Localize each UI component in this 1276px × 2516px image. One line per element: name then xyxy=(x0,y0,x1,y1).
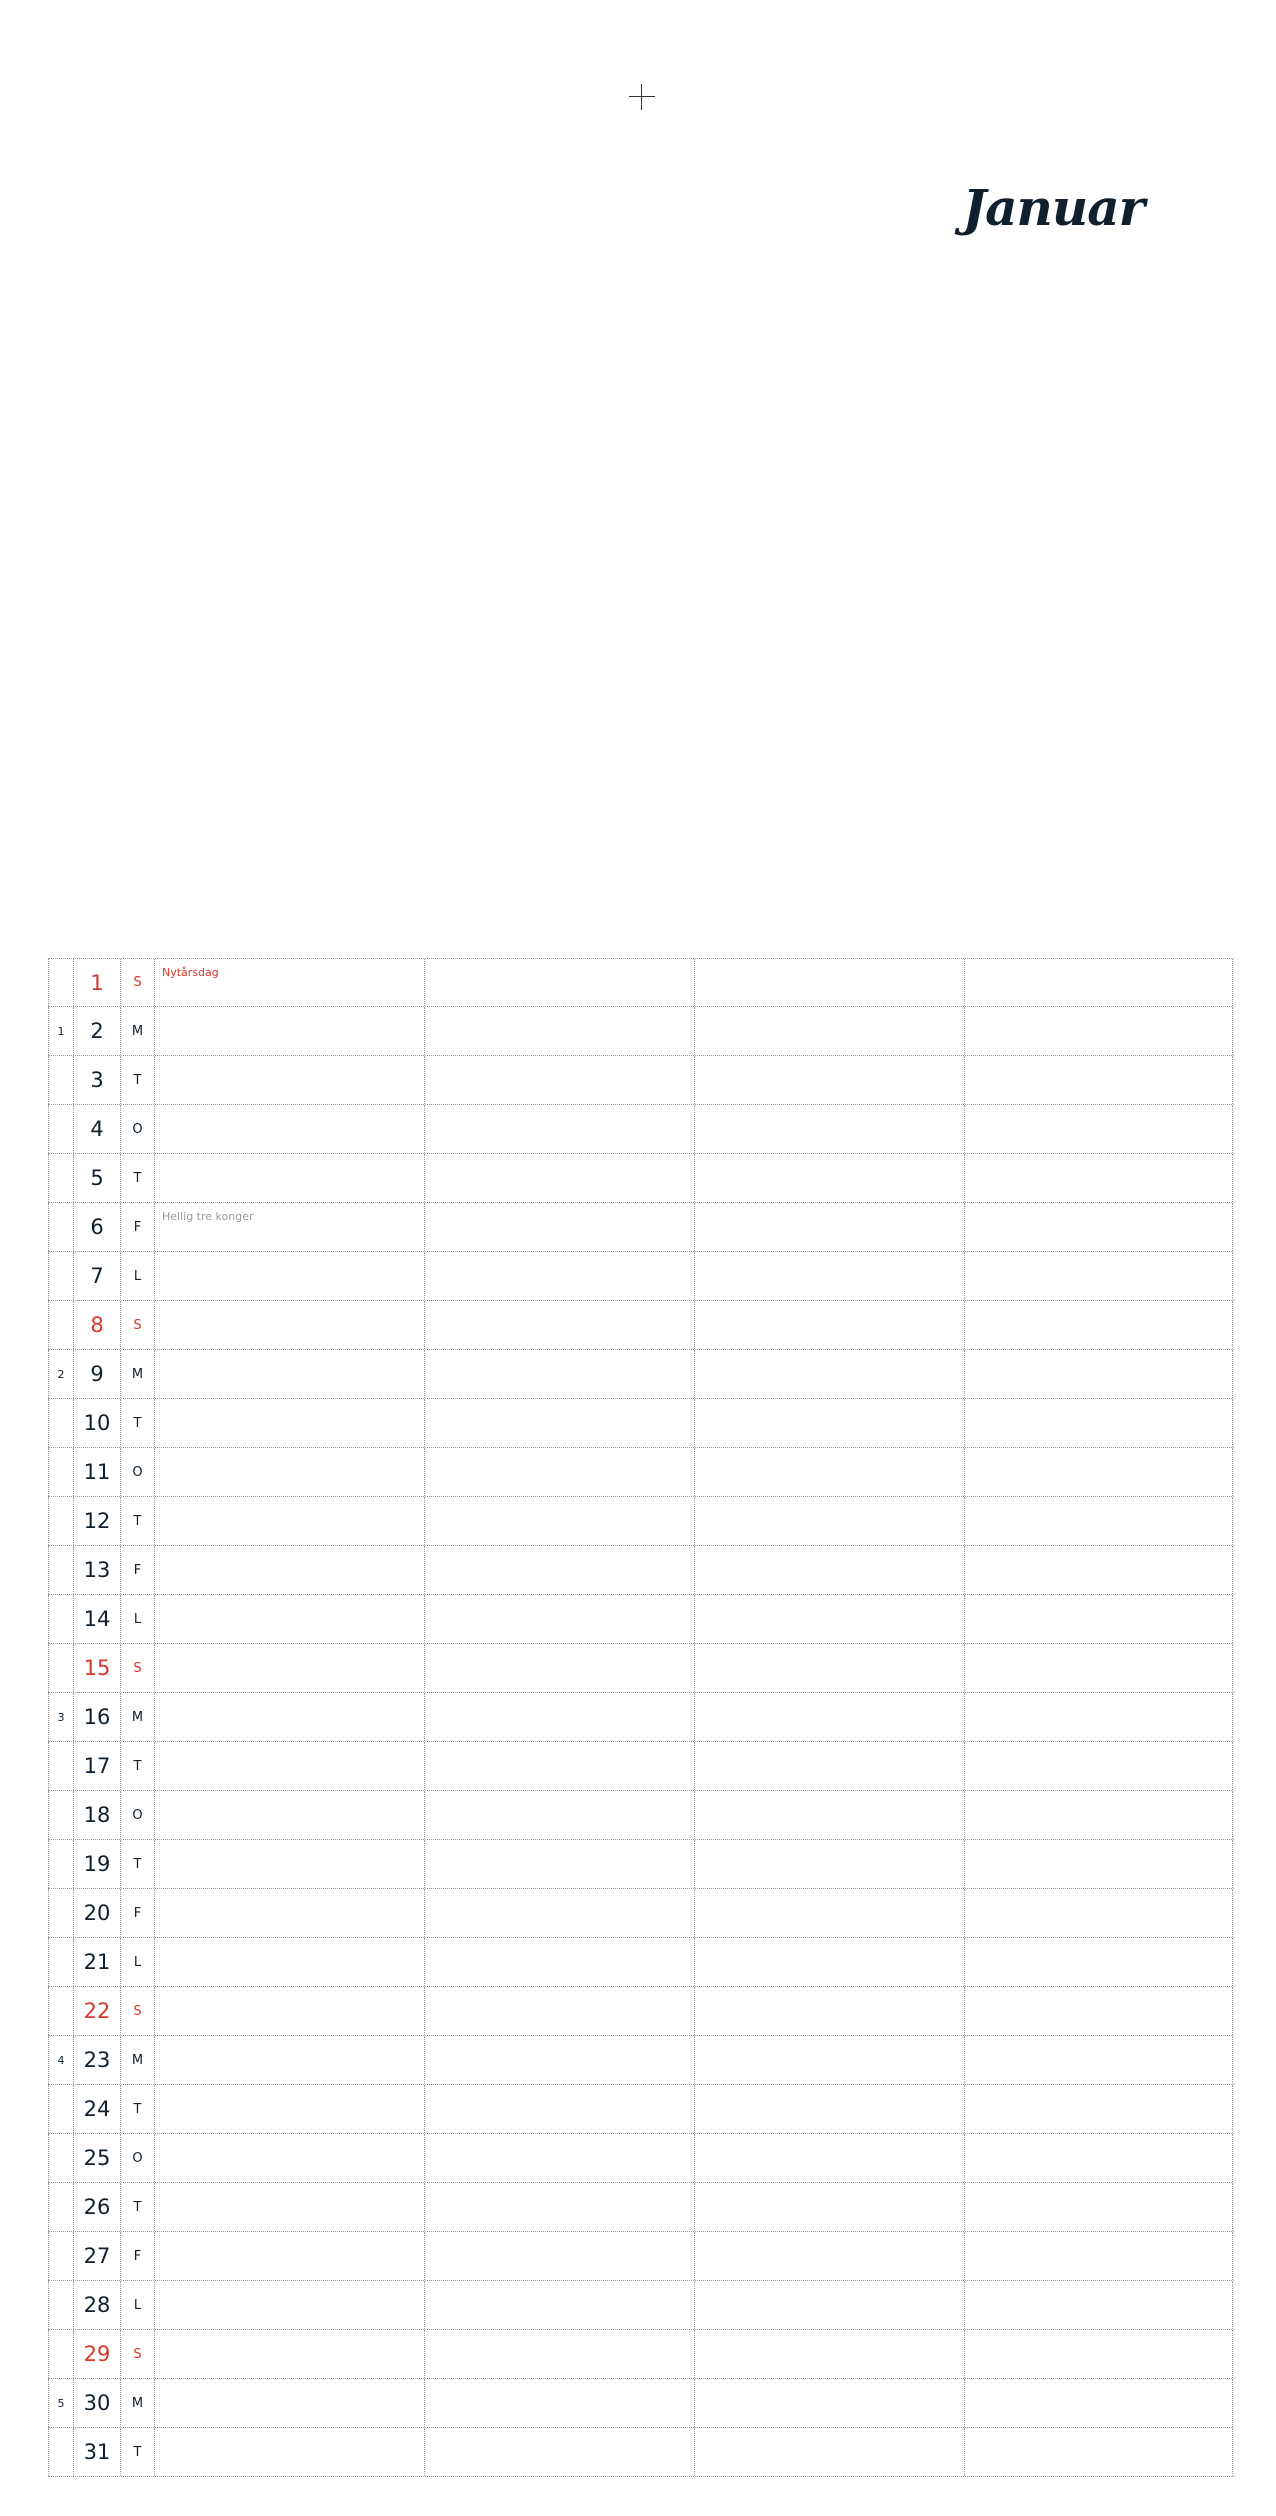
note-cell[interactable] xyxy=(965,1154,1233,1202)
note-cell[interactable] xyxy=(155,2428,425,2476)
weekday-letter: S xyxy=(121,1987,155,2035)
week-number xyxy=(48,1987,74,2035)
day-row xyxy=(48,1693,1234,1742)
note-cell[interactable] xyxy=(155,1105,425,1153)
note-cell[interactable] xyxy=(425,1889,695,1937)
weekday-letter: O xyxy=(121,1105,155,1153)
note-cell[interactable] xyxy=(695,1203,965,1251)
week-number xyxy=(48,2183,74,2231)
day-row xyxy=(48,2281,1234,2330)
note-cell[interactable] xyxy=(965,1644,1233,1692)
note-cell[interactable] xyxy=(695,2428,965,2476)
note-cell[interactable] xyxy=(425,1301,695,1349)
note-cell[interactable] xyxy=(425,1791,695,1839)
week-number xyxy=(48,959,74,1006)
day-row xyxy=(48,1056,1234,1105)
weekday-letter: T xyxy=(121,1154,155,1202)
day-row xyxy=(48,2134,1234,2183)
note-cell[interactable] xyxy=(965,1693,1233,1741)
note-cell[interactable] xyxy=(155,1399,425,1447)
day-number: 16 xyxy=(74,1693,121,1741)
note-cell[interactable] xyxy=(695,1301,965,1349)
week-number xyxy=(48,1301,74,1349)
note-cell[interactable] xyxy=(425,1203,695,1251)
note-cell[interactable] xyxy=(695,1056,965,1104)
weekday-letter: M xyxy=(121,2036,155,2084)
week-number xyxy=(48,1154,74,1202)
note-cell[interactable] xyxy=(965,1056,1233,1104)
note-cell[interactable] xyxy=(695,1350,965,1398)
note-cell[interactable] xyxy=(965,2183,1233,2231)
note-cell[interactable] xyxy=(155,2036,425,2084)
weekday-letter: M xyxy=(121,2379,155,2427)
note-cell[interactable] xyxy=(155,1252,425,1300)
note-cell[interactable] xyxy=(965,2428,1233,2476)
weekday-letter: M xyxy=(121,1693,155,1741)
week-number: 3 xyxy=(48,1693,74,1741)
day-row xyxy=(48,1840,1234,1889)
note-cell[interactable] xyxy=(155,2330,425,2378)
day-row xyxy=(48,1203,1234,1252)
note-cell[interactable] xyxy=(965,1742,1233,1790)
weekday-letter: L xyxy=(121,2281,155,2329)
week-number xyxy=(48,2232,74,2280)
note-cell[interactable] xyxy=(695,2134,965,2182)
note-cell[interactable] xyxy=(965,1399,1233,1447)
weekday-letter: L xyxy=(121,1252,155,1300)
note-cell[interactable] xyxy=(965,1252,1233,1300)
note-cell[interactable] xyxy=(695,1644,965,1692)
day-number: 12 xyxy=(74,1497,121,1545)
note-cell[interactable] xyxy=(155,1644,425,1692)
note-cell[interactable] xyxy=(695,1154,965,1202)
note-cell[interactable] xyxy=(425,1105,695,1153)
note-cell[interactable] xyxy=(155,1448,425,1496)
day-row xyxy=(48,1742,1234,1791)
day-row xyxy=(48,1252,1234,1301)
note-cell[interactable] xyxy=(965,1301,1233,1349)
note-cell[interactable] xyxy=(965,1595,1233,1643)
note-cell[interactable] xyxy=(425,1595,695,1643)
note-cell[interactable] xyxy=(425,1007,695,1055)
weekday-letter: T xyxy=(121,2183,155,2231)
day-number: 22 xyxy=(74,1987,121,2035)
week-number: 1 xyxy=(48,1007,74,1055)
day-row xyxy=(48,958,1234,1007)
weekday-letter: M xyxy=(121,1350,155,1398)
note-cell[interactable] xyxy=(155,1742,425,1790)
weekday-letter: F xyxy=(121,1203,155,1251)
week-number xyxy=(48,1595,74,1643)
note-cell[interactable] xyxy=(965,1889,1233,1937)
day-number: 18 xyxy=(74,1791,121,1839)
note-cell[interactable] xyxy=(965,2232,1233,2280)
note-cell[interactable] xyxy=(425,1399,695,1447)
note-cell[interactable] xyxy=(695,1252,965,1300)
month-title: Januar xyxy=(962,178,1144,237)
note-cell[interactable] xyxy=(155,1938,425,1986)
note-cell[interactable] xyxy=(425,2183,695,2231)
note-cell[interactable] xyxy=(155,2379,425,2427)
note-cell[interactable] xyxy=(695,1742,965,1790)
note-cell[interactable] xyxy=(425,1987,695,2035)
weekday-letter: F xyxy=(121,1889,155,1937)
week-number xyxy=(48,1938,74,1986)
holiday-note: Nytårsdag xyxy=(162,966,219,979)
week-number xyxy=(48,1252,74,1300)
week-number xyxy=(48,1203,74,1251)
note-cell[interactable] xyxy=(425,1840,695,1888)
day-row xyxy=(48,2036,1234,2085)
note-cell[interactable] xyxy=(695,2281,965,2329)
weekday-letter: F xyxy=(121,1546,155,1594)
day-row xyxy=(48,1350,1234,1399)
note-cell[interactable] xyxy=(425,1350,695,1398)
day-row xyxy=(48,2085,1234,2134)
day-row xyxy=(48,1791,1234,1840)
weekday-letter: S xyxy=(121,959,155,1006)
note-cell[interactable] xyxy=(425,2085,695,2133)
week-number xyxy=(48,2330,74,2378)
note-cell[interactable] xyxy=(965,2036,1233,2084)
week-number xyxy=(48,1056,74,1104)
note-cell[interactable] xyxy=(695,1938,965,1986)
note-cell[interactable] xyxy=(155,1840,425,1888)
day-number: 15 xyxy=(74,1644,121,1692)
note-cell[interactable] xyxy=(425,2330,695,2378)
day-row xyxy=(48,1889,1234,1938)
weekday-letter: O xyxy=(121,1791,155,1839)
day-number: 10 xyxy=(74,1399,121,1447)
day-number: 4 xyxy=(74,1105,121,1153)
weekday-letter: S xyxy=(121,1644,155,1692)
note-cell[interactable] xyxy=(695,2085,965,2133)
week-number xyxy=(48,2134,74,2182)
day-number: 11 xyxy=(74,1448,121,1496)
note-cell[interactable] xyxy=(425,2036,695,2084)
note-cell[interactable] xyxy=(155,1546,425,1594)
note-cell[interactable] xyxy=(695,2183,965,2231)
weekday-letter: T xyxy=(121,1056,155,1104)
day-number: 28 xyxy=(74,2281,121,2329)
note-cell[interactable] xyxy=(695,1497,965,1545)
day-row xyxy=(48,2379,1234,2428)
note-cell[interactable] xyxy=(425,959,695,1006)
note-cell[interactable] xyxy=(155,1595,425,1643)
day-number: 9 xyxy=(74,1350,121,1398)
day-row xyxy=(48,2330,1234,2379)
note-cell[interactable] xyxy=(425,1693,695,1741)
week-number xyxy=(48,1448,74,1496)
day-number: 23 xyxy=(74,2036,121,2084)
note-cell[interactable] xyxy=(965,1546,1233,1594)
note-cell[interactable] xyxy=(695,1840,965,1888)
day-number: 24 xyxy=(74,2085,121,2133)
day-row xyxy=(48,1399,1234,1448)
note-cell[interactable] xyxy=(965,1938,1233,1986)
day-number: 25 xyxy=(74,2134,121,2182)
note-cell[interactable] xyxy=(155,959,425,1006)
day-row xyxy=(48,2183,1234,2232)
week-number xyxy=(48,1889,74,1937)
day-number: 1 xyxy=(74,959,121,1006)
weekday-letter: S xyxy=(121,1301,155,1349)
note-cell[interactable] xyxy=(155,1350,425,1398)
note-cell[interactable] xyxy=(965,1105,1233,1153)
weekday-letter: T xyxy=(121,1742,155,1790)
weekday-letter: L xyxy=(121,1595,155,1643)
day-row xyxy=(48,1301,1234,1350)
note-cell[interactable] xyxy=(425,1644,695,1692)
note-cell[interactable] xyxy=(965,959,1233,1006)
note-cell[interactable] xyxy=(155,2281,425,2329)
day-row xyxy=(48,1497,1234,1546)
note-cell[interactable] xyxy=(155,2232,425,2280)
note-cell[interactable] xyxy=(155,2134,425,2182)
note-cell[interactable] xyxy=(155,1889,425,1937)
note-cell[interactable] xyxy=(155,1497,425,1545)
note-cell[interactable] xyxy=(965,2134,1233,2182)
day-number: 20 xyxy=(74,1889,121,1937)
note-cell[interactable] xyxy=(425,1546,695,1594)
day-row xyxy=(48,1546,1234,1595)
note-cell[interactable] xyxy=(425,2428,695,2476)
week-number xyxy=(48,2085,74,2133)
week-number xyxy=(48,1742,74,1790)
weekday-letter: T xyxy=(121,1840,155,1888)
note-cell[interactable] xyxy=(695,1889,965,1937)
note-cell[interactable] xyxy=(965,2281,1233,2329)
note-cell[interactable] xyxy=(695,1448,965,1496)
note-cell[interactable] xyxy=(425,1448,695,1496)
day-number: 21 xyxy=(74,1938,121,1986)
day-row xyxy=(48,1938,1234,1987)
note-cell[interactable] xyxy=(695,2232,965,2280)
note-cell[interactable] xyxy=(155,2085,425,2133)
day-row xyxy=(48,2428,1234,2477)
week-number xyxy=(48,2281,74,2329)
day-number: 2 xyxy=(74,1007,121,1055)
week-number xyxy=(48,1791,74,1839)
day-row xyxy=(48,1644,1234,1693)
day-number: 30 xyxy=(74,2379,121,2427)
note-cell[interactable] xyxy=(155,1301,425,1349)
note-cell[interactable] xyxy=(425,1252,695,1300)
note-cell[interactable] xyxy=(425,2134,695,2182)
note-cell[interactable] xyxy=(425,1497,695,1545)
week-number xyxy=(48,1399,74,1447)
week-number xyxy=(48,2428,74,2476)
day-number: 31 xyxy=(74,2428,121,2476)
day-number: 7 xyxy=(74,1252,121,1300)
note-cell[interactable] xyxy=(965,1350,1233,1398)
note-cell[interactable] xyxy=(965,1448,1233,1496)
note-cell[interactable] xyxy=(695,2036,965,2084)
day-number: 5 xyxy=(74,1154,121,1202)
note-cell[interactable] xyxy=(965,2085,1233,2133)
note-cell[interactable] xyxy=(695,959,965,1006)
note-cell[interactable] xyxy=(965,1987,1233,2035)
note-cell[interactable] xyxy=(425,1742,695,1790)
note-cell[interactable] xyxy=(155,1007,425,1055)
weekday-letter: O xyxy=(121,2134,155,2182)
holiday-note: Hellig tre konger xyxy=(162,1210,254,1223)
day-number: 26 xyxy=(74,2183,121,2231)
note-cell[interactable] xyxy=(695,1007,965,1055)
note-cell[interactable] xyxy=(965,2379,1233,2427)
day-row xyxy=(48,1595,1234,1644)
note-cell[interactable] xyxy=(965,1840,1233,1888)
note-cell[interactable] xyxy=(155,1791,425,1839)
weekday-letter: T xyxy=(121,2428,155,2476)
weekday-letter: T xyxy=(121,1399,155,1447)
week-number: 4 xyxy=(48,2036,74,2084)
day-number: 8 xyxy=(74,1301,121,1349)
crosshair-icon xyxy=(629,84,655,110)
calendar-grid xyxy=(48,958,1234,2477)
week-number: 5 xyxy=(48,2379,74,2427)
note-cell[interactable] xyxy=(695,1105,965,1153)
week-number xyxy=(48,1546,74,1594)
day-number: 3 xyxy=(74,1056,121,1104)
note-cell[interactable] xyxy=(695,2379,965,2427)
week-number xyxy=(48,1105,74,1153)
weekday-letter: L xyxy=(121,1938,155,1986)
week-number xyxy=(48,1840,74,1888)
note-cell[interactable] xyxy=(965,2330,1233,2378)
note-cell[interactable] xyxy=(965,1007,1233,1055)
note-cell[interactable] xyxy=(695,1595,965,1643)
weekday-letter: F xyxy=(121,2232,155,2280)
week-number xyxy=(48,1644,74,1692)
note-cell[interactable] xyxy=(425,2232,695,2280)
day-row xyxy=(48,1007,1234,1056)
note-cell[interactable] xyxy=(425,1938,695,1986)
weekday-letter: T xyxy=(121,2085,155,2133)
note-cell[interactable] xyxy=(695,1791,965,1839)
note-cell[interactable] xyxy=(965,1791,1233,1839)
weekday-letter: M xyxy=(121,1007,155,1055)
day-number: 19 xyxy=(74,1840,121,1888)
note-cell[interactable] xyxy=(425,1154,695,1202)
note-cell[interactable] xyxy=(425,1056,695,1104)
note-cell[interactable] xyxy=(695,1399,965,1447)
note-cell[interactable] xyxy=(695,1546,965,1594)
day-row xyxy=(48,2232,1234,2281)
note-cell[interactable] xyxy=(425,2281,695,2329)
day-number: 6 xyxy=(74,1203,121,1251)
note-cell[interactable] xyxy=(155,1693,425,1741)
day-row xyxy=(48,1154,1234,1203)
note-cell[interactable] xyxy=(155,1987,425,2035)
day-number: 14 xyxy=(74,1595,121,1643)
weekday-letter: T xyxy=(121,1497,155,1545)
day-number: 29 xyxy=(74,2330,121,2378)
note-cell[interactable] xyxy=(155,2183,425,2231)
day-row xyxy=(48,1105,1234,1154)
note-cell[interactable] xyxy=(155,1154,425,1202)
day-number: 17 xyxy=(74,1742,121,1790)
week-number: 2 xyxy=(48,1350,74,1398)
note-cell[interactable] xyxy=(425,2379,695,2427)
weekday-letter: S xyxy=(121,2330,155,2378)
day-row xyxy=(48,1448,1234,1497)
note-cell[interactable] xyxy=(155,1056,425,1104)
day-number: 27 xyxy=(74,2232,121,2280)
note-cell[interactable] xyxy=(695,2330,965,2378)
note-cell[interactable] xyxy=(965,1203,1233,1251)
day-number: 13 xyxy=(74,1546,121,1594)
note-cell[interactable] xyxy=(965,1497,1233,1545)
week-number xyxy=(48,1497,74,1545)
weekday-letter: O xyxy=(121,1448,155,1496)
note-cell[interactable] xyxy=(695,1987,965,2035)
note-cell[interactable] xyxy=(695,1693,965,1741)
day-row xyxy=(48,1987,1234,2036)
note-cell[interactable] xyxy=(155,1203,425,1251)
